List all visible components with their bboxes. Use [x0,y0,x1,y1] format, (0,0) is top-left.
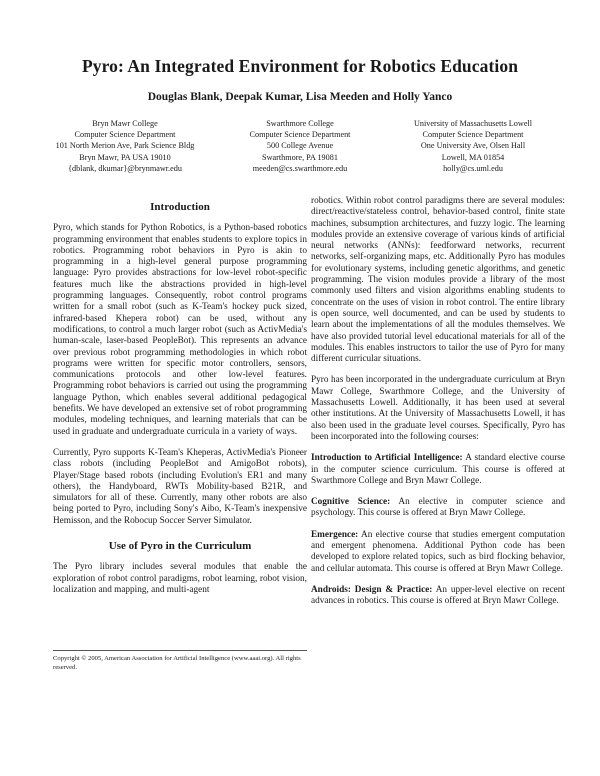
copyright-notice: Copyright © 2005, American Association for Artificial Intelligence (www.aaai.org). All rights reserved. [53,650,307,672]
curriculum-heading: Use of Pyro in the Curriculum [108,540,252,553]
affiliation-dept: Computer Science Department [74,130,176,140]
course-description: A standard elective course in the computer science curriculum. This course is offered at Swarthmore College and Bryn Mawr College. [311,453,565,486]
affiliation-address: One University Ave, Olsen Hall [420,141,526,151]
paper-title: Pyro: An Integrated Environment for Robotics Education [81,56,519,76]
course-description: An elective in computer science and psychology. This course is offered at Bryn Mawr College. [311,497,566,519]
left-column [53,196,307,756]
course-name: Androids: Design & Practice: [311,584,433,595]
affiliation-email: {dblank, dkumar}@brynmawr.edu [68,163,182,173]
course-entry [311,497,565,520]
course-entry [311,453,565,487]
affiliation-swarthmore [215,118,385,174]
affiliation-address: 101 North Merion Ave, Park Science Bldg [55,141,195,151]
curriculum-paragraph-2: Pyro has been incorporated in the undergraduate curriculum at Bryn Mawr College, Swarthmore College, and the University of Massachusetts Lowell. Additionally, it has been used at several other institutions. At the University of Massachusetts Lowell, it has also been used in the graduate level courses. Specifically, Pyro has been incorporated into the following courses: [311,375,565,442]
affiliation-dept: Computer Science Department [422,130,524,140]
affiliation-email: meeden@cs.swarthmore.edu [252,163,348,173]
course-name: Emergence: [311,529,359,540]
course-entry [311,585,565,608]
course-name: Introduction to Artificial Intelligence: [311,453,463,464]
affiliation-college: University of Massachusetts Lowell [413,119,532,128]
author-list: Douglas Blank, Deepak Kumar, Lisa Meeden and Holly Yanco [147,91,453,103]
right-column [311,196,565,756]
affiliation-college: Swarthmore College [266,119,334,128]
affiliation-email: holly@cs.uml.edu [443,163,503,173]
curriculum-paragraph-1-cont: robotics. Within robot control paradigms there are several modules: direct/reactive/stateless control, behavior-based control, finite state machines, subsumption architectures, and fuzzy logic. The learning modules provide an extensive coverage of various kinds of artificial neural networks (ANNs): feedforward networks, recurrent networks, self-organizing maps, etc. Additionally Pyro has modules for evolutionary systems, including genetic algorithms, and genetic programming. The vision modules provide a library of the most commonly used filters and vision algorithms enabling students to concentrate on the uses of vision in robot control. The entire library is open source, well documented, and can be used by students to learn about the implementations of all the modules themselves. We have also provided tutorial level educational materials for all of the modules. This enables instructors to tailor the use of Pyro for many different curricular situations. [311,196,565,365]
affiliation-city: Lowell, MA 01854 [441,152,505,162]
affiliation-city: Swarthmore, PA 19081 [262,152,338,162]
introduction-heading: Introduction [150,201,210,213]
affiliation-umass-lowell [388,118,558,174]
affiliation-city: Bryn Mawr, PA USA 19010 [79,152,171,162]
intro-paragraph-1: Pyro, which stands for Python Robotics, is a Python-based robotics programming environment that enables students to explore topics in robotics. Programming robot behaviors in Pyro is akin to programming in a high-level general purpose programming language: Pyro provides abstractions for low-level robot-specific features much like the abstractions provided in high-level programming languages. Consequently, robot control programs written for a small robot (such as K-Team's hockey puck sized, infrared-based Khepera robot) can be used, without any modifications, to control a much larger robot (such as ActivMedia's human-scale, laser-based PeopleBot). This represents an advance over previous robot programming methodologies in which robot programs were written for specific motor controllers, sensors, communications protocols and other low-level features. Programming robot behaviors is carried out using the programming language Python, which enables several additional pedagogical benefits. We have developed an extensive set of robot programming modules, modeling techniques, and learning materials that can be used in graduate and undergraduate curricula in a variety of ways. [53,223,307,437]
course-name: Cognitive Science: [311,497,391,508]
affiliation-bryn-mawr [40,118,210,174]
affiliation-dept: Computer Science Department [249,130,351,140]
affiliation-college: Bryn Mawr College [92,119,158,128]
curriculum-paragraph-1-start: The Pyro library includes several modules that enable the exploration of robot control paradigms, robot learning, robot vision, localization and mapping, and multi-agent [53,562,307,595]
intro-paragraph-2: Currently, Pyro supports K-Team's Kheperas, ActivMedia's Pioneer class robots (including PeopleBot and AmigoBot robots), Player/Stage based robots (including Evolution's ER1 and many others), the Handyboard, RWTs Mobility-based B21R, and simulators for all of these. Currently, many other robots are also being ported to Pyro, including Sony's Aibo, K-Team's inexpensive Hemisson, and the Robocup Soccer Server Simulator. [53,447,307,526]
course-description: An upper-level elective on recent advances in robotics. This course is offered at Bryn Mawr College. [311,584,565,607]
course-entry [311,530,565,575]
affiliation-address: 500 College Avenue [266,141,334,151]
course-description: An elective course that studies emergent computation and emergent phenomena. Additional Python code has been developed to explore related topics, such as bird flocking behavior, and cellular automata. This course is offered at Bryn Mawr College. [311,529,565,574]
